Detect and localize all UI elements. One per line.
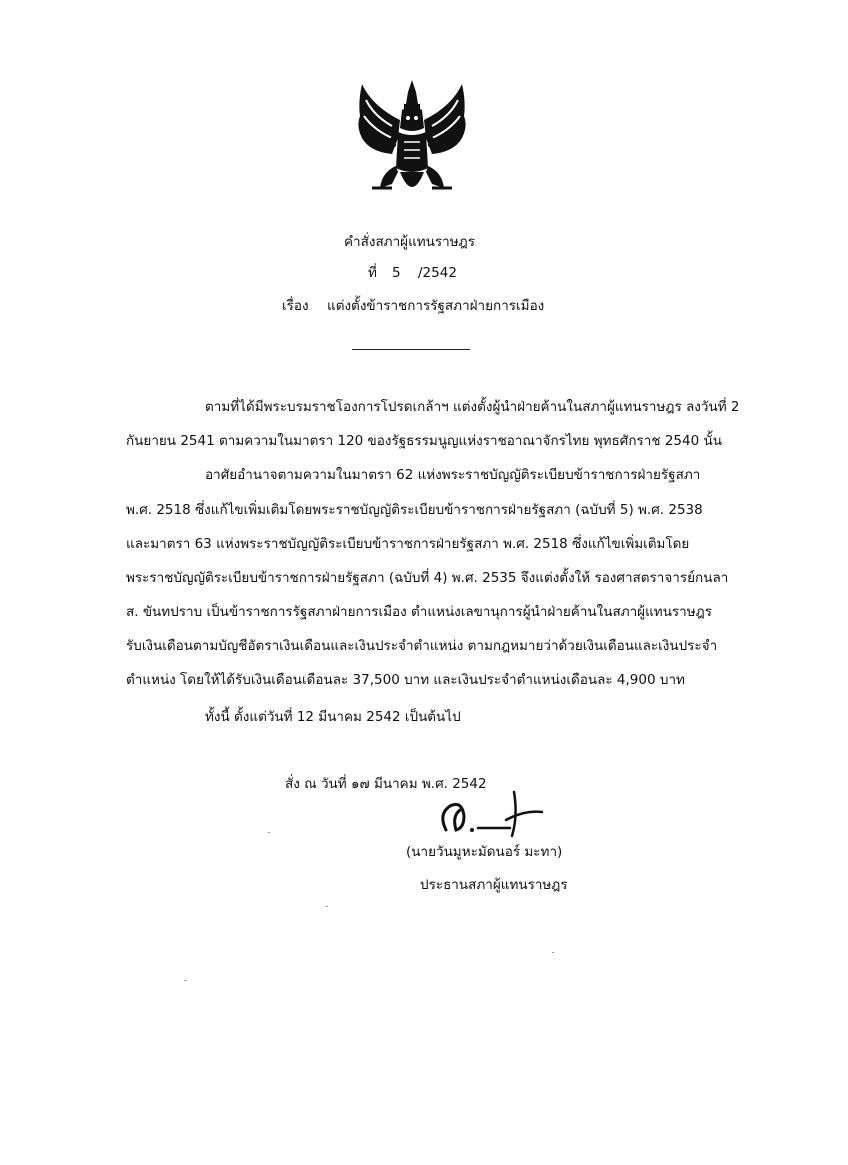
subject-text: แต่งตั้งข้าราชการรัฐสภาฝ่ายการเมือง [327,298,545,314]
body-line: ตามที่ได้มีพระบรมราชโองการโปรดเกล้าฯ แต่งตั้งผู้นำฝ่ายค้านในสภาผู้แทนราษฎร ลงวันที่ 2 [205,399,740,415]
header-divider [352,349,470,350]
issued-date-line: สั่ง ณ วันที่ ๑๗ มีนาคม พ.ศ. 2542 [285,776,487,792]
scan-speck [268,832,270,833]
order-title: คำสั่งสภาผู้แทนราษฎร [344,234,475,250]
scan-speck [184,980,186,981]
handwritten-signature [434,786,564,846]
body-line: พ.ศ. 2518 ซึ่งแก้ไขเพิ่มเติมโดยพระราชบัญญัติระเบียบข้าราชการฝ่ายรัฐสภา (ฉบับที่ 5) พ.ศ. 2538 [126,502,703,518]
scan-speck [552,952,554,953]
body-line: รับเงินเดือนตามบัญชีอัตราเงินเดือนและเงินประจำตำแหน่ง ตามกฎหมายว่าด้วยเงินเดือนและเงินประจำ [126,638,718,654]
order-number-label: ที่ [368,265,377,281]
scan-speck [326,906,328,907]
order-number-year: /2542 [418,265,457,281]
body-line: และมาตรา 63 แห่งพระราชบัญญัติระเบียบข้าราชการฝ่ายรัฐสภา พ.ศ. 2518 ซึ่งแก้ไขเพิ่มเติมโดย [126,536,690,552]
body-line: กันยายน 2541 ตามความในมาตรา 120 ของรัฐธรรมนูญแห่งราชอาณาจักรไทย พุทธศักราช 2540 นั้น [126,433,722,449]
body-line: ทั้งนี้ ตั้งแต่วันที่ 12 มีนาคม 2542 เป็นต้นไป [205,709,461,725]
subject-label: เรื่อง [282,298,309,314]
body-line: ตำแหน่ง โดยให้ได้รับเงินเดือนเดือนละ 37,500 บาท และเงินประจำตำแหน่งเดือนละ 4,900 บาท [126,672,685,688]
order-number-value: 5 [392,265,401,281]
body-line: อาศัยอำนาจตามความในมาตรา 62 แห่งพระราชบัญญัติระเบียบข้าราชการฝ่ายรัฐสภา [205,467,701,483]
body-line: ส. ขันทปราบ เป็นข้าราชการรัฐสภาฝ่ายการเมือง ตำแหน่งเลขานุการผู้นำฝ่ายค้านในสภาผู้แทนราษฎร [126,604,712,620]
signer-title: ประธานสภาผู้แทนราษฎร [420,877,568,893]
signer-name: (นายวันมูหะมัดนอร์ มะทา) [406,844,563,860]
garuda-emblem [352,76,472,202]
body-line: พระราชบัญญัติระเบียบข้าราชการฝ่ายรัฐสภา (ฉบับที่ 4) พ.ศ. 2535 จึงแต่งตั้งให้ รองศาสตราจารย์กนลา [126,570,729,586]
